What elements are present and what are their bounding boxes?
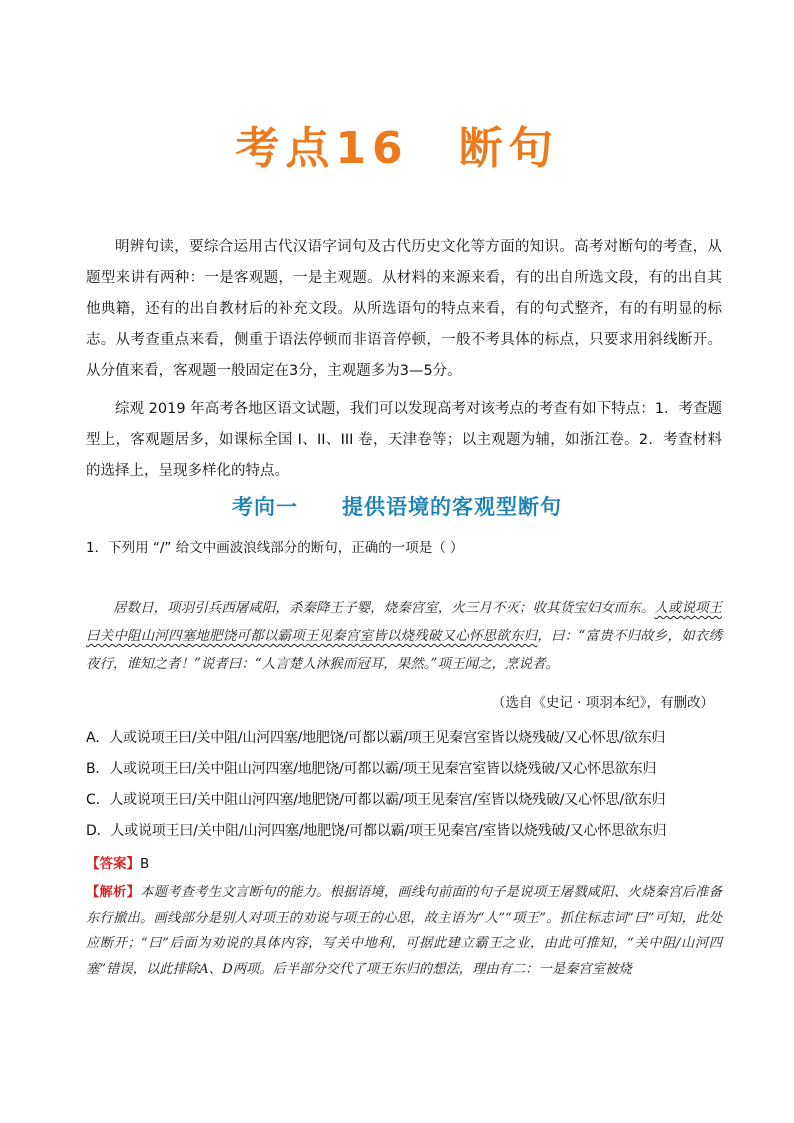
question-stem: 1．下列用 “/” 给文中画波浪线部分的断句，正确的一项是（ ）	[86, 540, 464, 556]
question-passage	[86, 594, 722, 678]
option-b: B．人或说项王曰/关中阻山河四塞/地肥饶/可都以霸/项王见秦宫室皆以烧残破/又心怀思欲东归	[86, 761, 657, 777]
option-c: C．人或说项王曰/关中阻山河四塞/地肥饶/可都以霸/项王见秦宫/室皆以烧残破/又心怀思/欲东归	[86, 792, 666, 808]
analysis-paragraph	[86, 880, 722, 982]
intro-paragraph-1: 明辨句读，要综合运用古代汉语字词句及古代历史文化等方面的知识。高考对断句的考查，从题型来讲有两种：一是客观题，一是主观题。从材料的来源来看，有的出自所选文段，有的出自其他典籍，还有的出自教材后的补充文段。从所选语句的特点来看，有的句式整齐，有的有明显的标志。从考查重点来看，侧重于语法停顿而非语音停顿，一般不考具体的标点，只要求用斜线断开。从分值来看，客观题一般固定在3分，主观题多为3—5分。	[86, 239, 722, 379]
answer-label: 【答案】	[86, 856, 140, 872]
passage-source: （选自《史记 · 项羽本纪》，有删改）	[491, 695, 714, 711]
passage-before-text: 居数日，项羽引兵西屠咸阳，杀秦降王子婴，烧秦宫室，火三月不灭；收其货宝妇女而东。	[113, 600, 655, 616]
section-heading-number: 考向一	[232, 495, 298, 519]
page-title	[0, 112, 794, 176]
analysis-text: 本题考查考生文言断句的能力。根据语境，画线句前面的句子是说项王屠戮咸阳、火烧秦宫后准备东行撤出。画线部分是别人对项王的劝说与项王的心思，故主语为“人”“项王”。抓住标志词“曰”可知，此处应断开；“曰”后面为劝说的具体内容，写关中地利，可据此建立霸王之业，由此可推知，“关中阻/山河四塞”错误，以此排除A、D两项。后半部分交代了项王东归的想法，理由有二：一是秦宫室被烧	[86, 885, 723, 977]
intro-paragraph-2: 综观 2019 年高考各地区语文试题，我们可以发现高考对该考点的考查有如下特点：1．考查题型上，客观题居多，如课标全国 I、II、III 卷，天津卷等；以主观题为辅，如浙江卷。2．考查材料的选择上，呈现多样化的特点。	[86, 401, 722, 479]
passage-after-text: ，曰：“富贵不归故乡，如衣绣夜行，谁知之者！”说者曰：“人言楚人沐猴而冠耳，果然。”项王闻之，烹说者。	[86, 628, 723, 672]
section-heading-text: 提供语境的客观型断句	[342, 495, 562, 519]
option-a: A．人或说项王曰/关中阻/山河四塞/地肥饶/可都以霸/项王见秦宫室皆以烧残破/又心怀思/欲东归	[86, 730, 666, 746]
section-heading	[0, 491, 794, 521]
page-title-topic: 考点16	[235, 123, 409, 174]
passage-wavy-underlined-text: 人或说项王曰关中阻山河四塞地肥饶可都以霸项王见秦宫室皆以烧残破又心怀思欲东归	[86, 600, 723, 644]
analysis-label: 【解析】	[86, 885, 141, 900]
option-d: D．人或说项王曰/关中阻/山河四塞/地肥饶/可都以霸/项王见秦宫/室皆以烧残破/又心怀思欲东归	[86, 823, 667, 839]
answer-line	[86, 853, 149, 875]
answer-value: B	[140, 856, 150, 872]
page-title-subject: 断句	[458, 123, 559, 174]
